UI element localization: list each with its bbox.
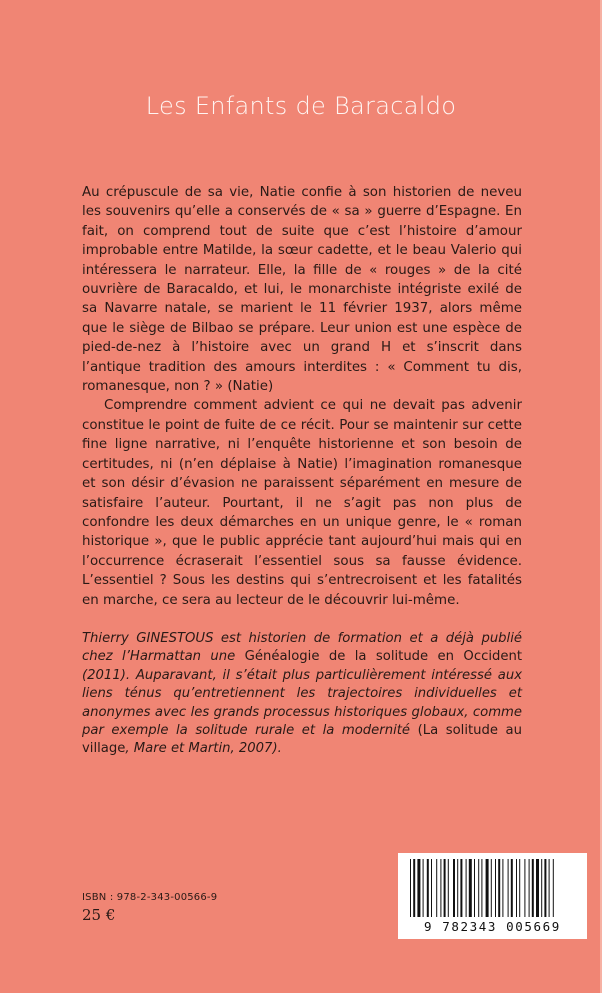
barcode-bar	[444, 859, 446, 917]
barcode-bar	[549, 859, 550, 917]
barcode-bar	[536, 859, 539, 917]
barcode-bar	[491, 859, 492, 917]
barcode-bar	[502, 859, 503, 917]
barcode-bar	[436, 859, 437, 917]
barcode-bar	[413, 859, 415, 917]
barcode	[398, 853, 587, 939]
barcode-bar	[544, 859, 546, 917]
bio-text-1: est historien de formation et a déjà publié chez l’Harmattan une	[82, 631, 522, 665]
bio-book-3: La solitude au village	[82, 723, 522, 757]
barcode-bar	[453, 859, 455, 917]
author-name: Thierry GINESTOUS	[82, 631, 214, 646]
barcode-bar	[474, 859, 475, 917]
barcode-bar	[478, 859, 479, 917]
barcode-bar	[529, 859, 530, 917]
barcode-bar	[460, 859, 462, 917]
barcode-bar	[466, 859, 467, 917]
bio-text-4: , Mare et Martin, 2007).	[125, 741, 282, 757]
barcode-bar	[524, 859, 525, 917]
bio-text-2: (2011). Auparavant, il s’était plus particulièrement intéressé aux liens ténus qu’entretiennent les trajectoires individuelles et anonymes avec les grands processus historiques globaux, comme par exemple	[82, 667, 522, 739]
summary-paragraph-1: Au crépuscule de sa vie, Natie confie à son historien de neveu les souvenirs qu’elle a conservés de « sa » guerre d’Espagne. En fait, on comprend tout de suite que c’est l’histoire d’amour improbable entre Matilde, la sœur cadette, et le beau Valerio qui intéressera le narrateur. Elle, la fille de « rouges » de la cité ouvrière de Baracaldo, et lui, le monarchiste intégriste exilé de sa Navarre natale, se marient le 11 février 1937, alors même que le siège de Bilbao se prépare. Leur union est une espèce de pied-de-nez à l’histoire avec un grand H et s’inscrit dans l’antique tradition des amours interdites : « Comment tu dis, romanesque, non ? » (Natie)	[82, 185, 522, 395]
barcode-bar	[410, 859, 411, 917]
barcode-bar	[469, 859, 472, 917]
barcode-bar	[532, 859, 534, 917]
barcode-bar	[495, 859, 496, 917]
barcode-bar	[457, 859, 458, 917]
barcode-bar	[440, 859, 441, 917]
barcode-bar	[553, 859, 554, 917]
barcode-bar	[486, 859, 489, 917]
summary-text	[82, 183, 522, 610]
barcode-bar	[508, 859, 509, 917]
barcode-bar	[448, 859, 449, 917]
author-bio	[82, 630, 522, 759]
barcode-bars	[408, 859, 577, 917]
barcode-bar	[423, 859, 424, 917]
barcode-bar	[417, 859, 420, 917]
barcode-bar	[481, 859, 482, 917]
barcode-bar	[519, 859, 520, 917]
book-title: Les Enfants de Baracaldo	[145, 92, 457, 120]
barcode-bar	[516, 859, 517, 917]
bio-text-3: (	[410, 723, 423, 739]
barcode-bar	[511, 859, 513, 917]
bio-book-1: Généalogie de la solitude en Occident	[244, 649, 522, 665]
isbn-label: ISBN : 978-2-343-00566-9	[82, 892, 218, 903]
bio-book-2: la solitude rurale et la modernité	[176, 723, 411, 739]
barcode-bar	[541, 859, 542, 917]
barcode-bar	[431, 859, 432, 917]
barcode-bar	[427, 859, 429, 917]
barcode-number: 9 782343 005669	[424, 919, 561, 934]
barcode-bar	[498, 859, 500, 917]
summary-paragraph-2: Comprendre comment advient ce qui ne devait pas advenir constitue le point de fuite de ce récit. Pour se maintenir sur cette fine ligne narrative, ni l’enquête historienne et son besoin de certitudes, ni (n’en déplaise à Natie) l’imagination romanesque et son désir d’évasion ne paraissent séparément en mesure de satisfaire l’auteur. Pourtant, il ne s’agit pas non plus de confondre les deux démarches en un unique genre, le « roman historique », que le public apprécie tant aujourd’hui mais qui en l’occurrence écraserait l’essentiel sous sa fausse évidence. L’essentiel ? Sous les destins qui s’entrecroisent et les fatalités en marche, ce sera au lecteur de le découvrir lui-même.	[82, 398, 522, 608]
price-label: 25 €	[82, 906, 116, 924]
